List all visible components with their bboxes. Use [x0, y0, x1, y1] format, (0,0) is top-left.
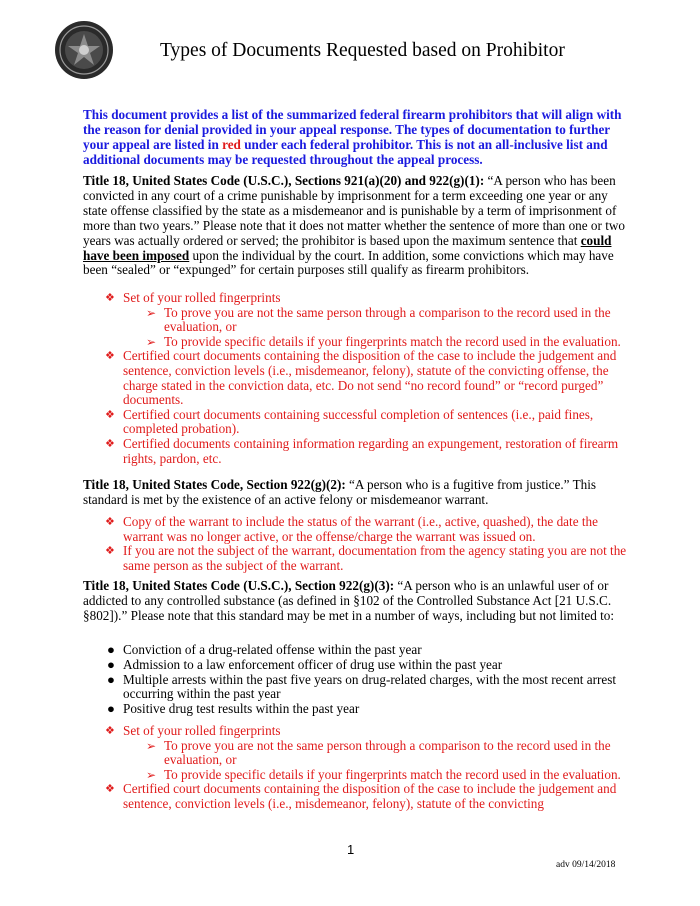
bullet-dot-icon: ●: [107, 656, 115, 672]
diamond-bullet-icon: ❖: [105, 350, 115, 363]
requirement-item: ❖ Set of your rolled fingerprints ➢ To prove you are not the same person through a comparison to the record used in the evaluation, or ➢ To provide specific details if your fingerprints match the record used in the evaluation.: [105, 724, 635, 782]
section3-conditions: [105, 643, 625, 717]
red-keyword: red: [222, 136, 241, 152]
condition-item: ● Admission to a law enforcement officer of drug use within the past year: [107, 656, 503, 672]
section1-requirements: [105, 291, 635, 466]
sub-requirement-item: ➢ To provide specific details if your fingerprints match the record used in the evaluation.: [146, 766, 621, 782]
section2-requirements: [105, 515, 635, 573]
bullet-dot-icon: ●: [107, 671, 115, 687]
arrow-bullet-icon: ➢: [146, 334, 157, 349]
arrow-bullet-icon: ➢: [146, 767, 157, 782]
diamond-bullet-icon: ❖: [105, 516, 115, 528]
section-922g3: Title 18, United States Code (U.S.C.), Section 922(g)(3): “A person who is an unlawful user of or addicted to any controlled substance (as defined in §102 of the Controlled Substance Act [21 U.S.C. §802]).” Please note that this standard may be met in a number of ways, including but not limited to:: [83, 578, 615, 623]
requirement-item: ❖ Certified documents containing information regarding an expungement, restoration of firearm rights, pardon, etc.: [105, 435, 619, 466]
section-heading: Title 18, United States Code (U.S.C.), Sections 921(a)(20) and 922(g)(1):: [83, 173, 485, 188]
section-heading: Title 18, United States Code, Section 922(g)(2):: [83, 477, 346, 492]
section-922g2: Title 18, United States Code, Section 922(g)(2): “A person who is a fugitive from justice.” This standard is met by the existence of an active felony or misdemeanor warrant.: [83, 477, 597, 507]
requirement-item: ❖ Certified court documents containing the disposition of the case to include the judgement and sentence, conviction levels (i.e., misdemeanor, felony), statute of the convicting offense, the charge stated in the conviction data, etc. Do not send “no record found” or “record purged” documents.: [105, 348, 617, 408]
bullet-dot-icon: ●: [107, 642, 115, 657]
revision-date: adv 09/14/2018: [556, 860, 616, 870]
arrow-bullet-icon: ➢: [146, 305, 157, 320]
requirement-item: ❖ Set of your rolled fingerprints ➢ To prove you are not the same person through a comparison to the record used in the evaluation, or ➢ To provide specific details if your fingerprints match the record used in the evaluation.: [105, 291, 635, 349]
sub-requirement-item: ➢ To provide specific details if your fingerprints match the record used in the evaluation.: [146, 333, 621, 349]
condition-item: ● Multiple arrests within the past five years on drug-related charges, with the most recent arrest occurring within the past year: [107, 671, 617, 702]
condition-item: ● Positive drug test results within the past year: [107, 701, 360, 717]
emphasis-underlined: could have been imposed: [83, 232, 612, 263]
requirement-item: ❖ Copy of the warrant to include the status of the warrant (i.e., active, quashed), the date the warrant was no longer active, or the offense/charge the warrant was issued on.: [105, 514, 598, 544]
bullet-dot-icon: ●: [107, 701, 115, 717]
diamond-bullet-icon: ❖: [105, 725, 115, 737]
arrow-bullet-icon: ➢: [146, 738, 157, 753]
condition-item: ● Conviction of a drug-related offense within the past year: [107, 642, 422, 657]
diamond-bullet-icon: ❖: [105, 783, 115, 796]
agency-seal-icon: [54, 20, 114, 80]
page-number: 1: [347, 842, 355, 857]
section-921-922g1: Title 18, United States Code (U.S.C.), Sections 921(a)(20) and 922(g)(1): “A person who has been convicted in any court of a crime punishable by imprisonment for a term exceeding one year or any state offense classified by the state as a misdemeanor and is punishable by a term of imprisonment of more than two years.” Please note that it does not matter whether the sentence of more than one or two years was actually ordered or served; the prohibitor is based upon the maximum sentence that could have been imposed upon the individual by the court. In addition, some convictions which may have been “sealed” or “expunged” for certain purposes still qualify as firearm prohibitors.: [83, 173, 625, 278]
intro-notice: This document provides a list of the summarized federal firearm prohibitors that will align with the reason for denial provided in your appeal response. The types of documentation to further your appeal are listed in red under each federal prohibitor. This is not an all-inclusive list and additional documents may be requested throughout the appeal process.: [83, 107, 622, 167]
requirement-item: ❖ Certified court documents containing the disposition of the case to include the judgement and sentence, conviction levels (i.e., misdemeanor, felony), statute of the convicting: [105, 781, 617, 811]
diamond-bullet-icon: ❖: [105, 437, 115, 450]
section-heading: Title 18, United States Code (U.S.C.), Section 922(g)(3):: [83, 578, 395, 593]
sub-requirement-item: ➢ To prove you are not the same person through a comparison to the record used in the evaluation, or: [146, 737, 611, 768]
diamond-bullet-icon: ❖: [105, 292, 115, 304]
document-title: Types of Documents Requested based on Prohibitor: [160, 40, 565, 61]
diamond-bullet-icon: ❖: [105, 408, 115, 421]
requirement-item: ❖ Certified court documents containing successful completion of sentences (i.e., paid fines, completed probation).: [105, 406, 594, 437]
requirement-item: ❖ If you are not the subject of the warrant, documentation from the agency stating you are not the same person as the subject of the warrant.: [105, 543, 627, 573]
sub-requirement-item: ➢ To prove you are not the same person through a comparison to the record used in the evaluation, or: [146, 304, 611, 335]
diamond-bullet-icon: ❖: [105, 545, 115, 558]
section3-requirements: [105, 724, 635, 812]
